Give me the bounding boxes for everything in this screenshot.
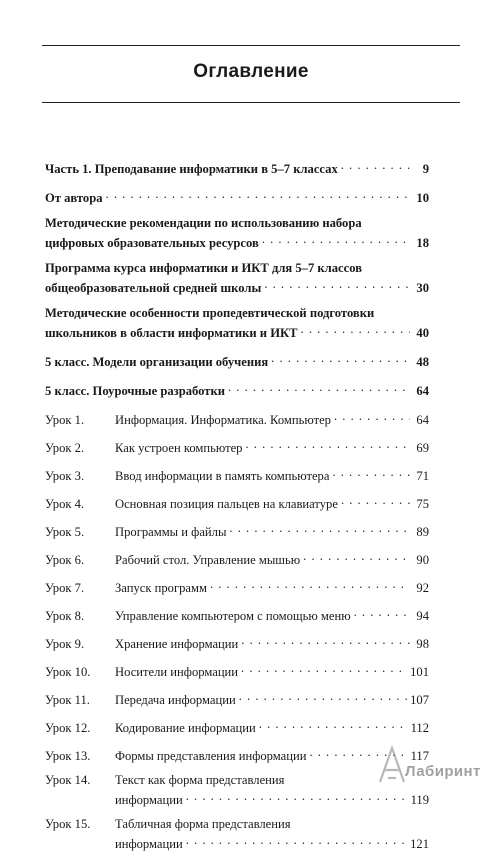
- page-number: 121: [410, 837, 429, 851]
- toc-entry-title: Табличная форма представления: [115, 817, 291, 831]
- dot-leader: [341, 492, 410, 508]
- toc-entry-title: Ввод информации в память компьютера: [115, 469, 330, 483]
- toc-entry: [45, 260, 429, 296]
- dot-leader: [241, 632, 410, 648]
- toc-entry-title: Часть 1. Преподавание информатики в 5–7 классах: [45, 162, 338, 176]
- page-number: 18: [416, 236, 429, 250]
- toc-entry-title: Формы представления информации: [115, 749, 307, 763]
- page-number: 112: [410, 721, 429, 735]
- toc-entry: [45, 604, 429, 624]
- toc-entry-title: Как устроен компьютер: [115, 441, 243, 455]
- page-number: 94: [416, 609, 429, 623]
- lesson-number: Урок 3.: [45, 469, 85, 483]
- dot-leader: [332, 464, 410, 480]
- toc-entry: [45, 379, 429, 399]
- toc-entry: [45, 716, 429, 736]
- toc-entry-title: От автора: [45, 191, 103, 205]
- page-number: 117: [410, 749, 429, 763]
- toc-entry: [45, 215, 429, 251]
- lesson-number: Урок 1.: [45, 413, 85, 427]
- toc-entry: [45, 157, 429, 177]
- toc-entry: [45, 816, 429, 852]
- title-rule: [42, 102, 460, 103]
- toc-entry: [45, 305, 429, 341]
- toc-entry: [45, 350, 429, 370]
- lesson-number: Урок 14.: [45, 773, 91, 787]
- lesson-number: Урок 15.: [45, 817, 91, 831]
- page-number: 64: [416, 413, 429, 427]
- dot-leader: [354, 604, 410, 620]
- dot-leader: [334, 408, 410, 424]
- dot-leader: [186, 788, 408, 804]
- toc-entry: [45, 186, 429, 206]
- top-rule: [42, 45, 460, 46]
- dot-leader: [259, 716, 408, 732]
- lesson-number: Урок 2.: [45, 441, 85, 455]
- page-number: 98: [416, 637, 429, 651]
- toc-entry: [45, 576, 429, 596]
- toc-entry-title: Основная позиция пальцев на клавиатуре: [115, 497, 338, 511]
- dot-leader: [239, 688, 407, 704]
- page-number: 90: [416, 553, 429, 567]
- dot-leader: [262, 231, 410, 247]
- watermark-text: Лабиринт: [405, 763, 481, 780]
- dot-leader: [241, 660, 407, 676]
- lesson-number: Урок 9.: [45, 637, 85, 651]
- toc-entry-title: Программы и файлы: [115, 525, 227, 539]
- page-number: 40: [416, 326, 429, 340]
- dot-leader: [271, 350, 410, 366]
- toc-entry-title: Кодирование информации: [115, 721, 256, 735]
- toc-entry-title: Методические особенности пропедевтической подготовки: [45, 306, 375, 320]
- dot-leader: [303, 548, 410, 564]
- toc-entry: [45, 744, 429, 764]
- dot-leader: [106, 186, 410, 202]
- page-number: 89: [416, 525, 429, 539]
- page-number: 9: [422, 162, 429, 176]
- dot-leader: [264, 276, 410, 292]
- toc-entry-title: Текст как форма представления: [115, 773, 285, 787]
- lesson-number: Урок 8.: [45, 609, 85, 623]
- toc-entry-title: Информация. Информатика. Компьютер: [115, 413, 331, 427]
- page-number: 30: [416, 281, 429, 295]
- toc-entry: [45, 408, 429, 428]
- page-number: 119: [410, 793, 429, 807]
- lesson-number: Урок 10.: [45, 665, 91, 679]
- page-number: 107: [410, 693, 429, 707]
- dot-leader: [229, 520, 410, 536]
- dot-leader: [228, 379, 410, 395]
- toc-entry: [45, 436, 429, 456]
- toc-entry-title: общеобразовательной средней школы: [45, 281, 262, 295]
- table-of-contents: [45, 157, 429, 852]
- toc-entry-title: 5 класс. Поурочные разработки: [45, 384, 225, 398]
- lesson-number: Урок 7.: [45, 581, 85, 595]
- dot-leader: [210, 576, 410, 592]
- page-number: 101: [410, 665, 429, 679]
- lesson-number: Урок 11.: [45, 693, 90, 707]
- lesson-number: Урок 6.: [45, 553, 85, 567]
- toc-entry-title: информации: [115, 793, 183, 807]
- toc-entry-title: Рабочий стол. Управление мышью: [115, 553, 301, 567]
- dot-leader: [186, 832, 407, 848]
- toc-entry-title: Программа курса информатики и ИКТ для 5–7 классов: [45, 261, 363, 275]
- lesson-number: Урок 5.: [45, 525, 85, 539]
- toc-entry: [45, 548, 429, 568]
- dot-leader: [301, 321, 410, 337]
- toc-entry: [45, 492, 429, 512]
- page-number: 71: [416, 469, 429, 483]
- toc-entry: [45, 660, 429, 680]
- toc-entry-title: Запуск программ: [115, 581, 207, 595]
- toc-entry-title: Методические рекомендации по использованию набора: [45, 216, 362, 230]
- toc-entry: [45, 772, 429, 808]
- toc-entry-title: Управление компьютером с помощью меню: [115, 609, 351, 623]
- page-title: Оглавление: [193, 61, 309, 82]
- lesson-number: Урок 12.: [45, 721, 91, 735]
- toc-entry: [45, 632, 429, 652]
- lesson-number: Урок 4.: [45, 497, 85, 511]
- page-number: 10: [416, 191, 429, 205]
- page-number: 92: [416, 581, 429, 595]
- page-number: 69: [416, 441, 429, 455]
- toc-entry: [45, 688, 429, 708]
- toc-entry-title: информации: [115, 837, 183, 851]
- toc-entry-title: Передача информации: [115, 693, 236, 707]
- toc-entry-title: 5 класс. Модели организации обучения: [45, 355, 269, 369]
- toc-entry-title: школьников в области информатики и ИКТ: [45, 326, 298, 340]
- toc-entry-title: цифровых образовательных ресурсов: [45, 236, 259, 250]
- toc-entry: [45, 520, 429, 540]
- page-number: 75: [416, 497, 429, 511]
- page-number: 64: [416, 384, 429, 398]
- lesson-number: Урок 13.: [45, 749, 91, 763]
- toc-entry: [45, 464, 429, 484]
- page-number: 48: [416, 355, 429, 369]
- toc-entry-title: Носители информации: [115, 665, 239, 679]
- dot-leader: [245, 436, 410, 452]
- toc-entry-title: Хранение информации: [115, 637, 239, 651]
- dot-leader: [341, 157, 410, 173]
